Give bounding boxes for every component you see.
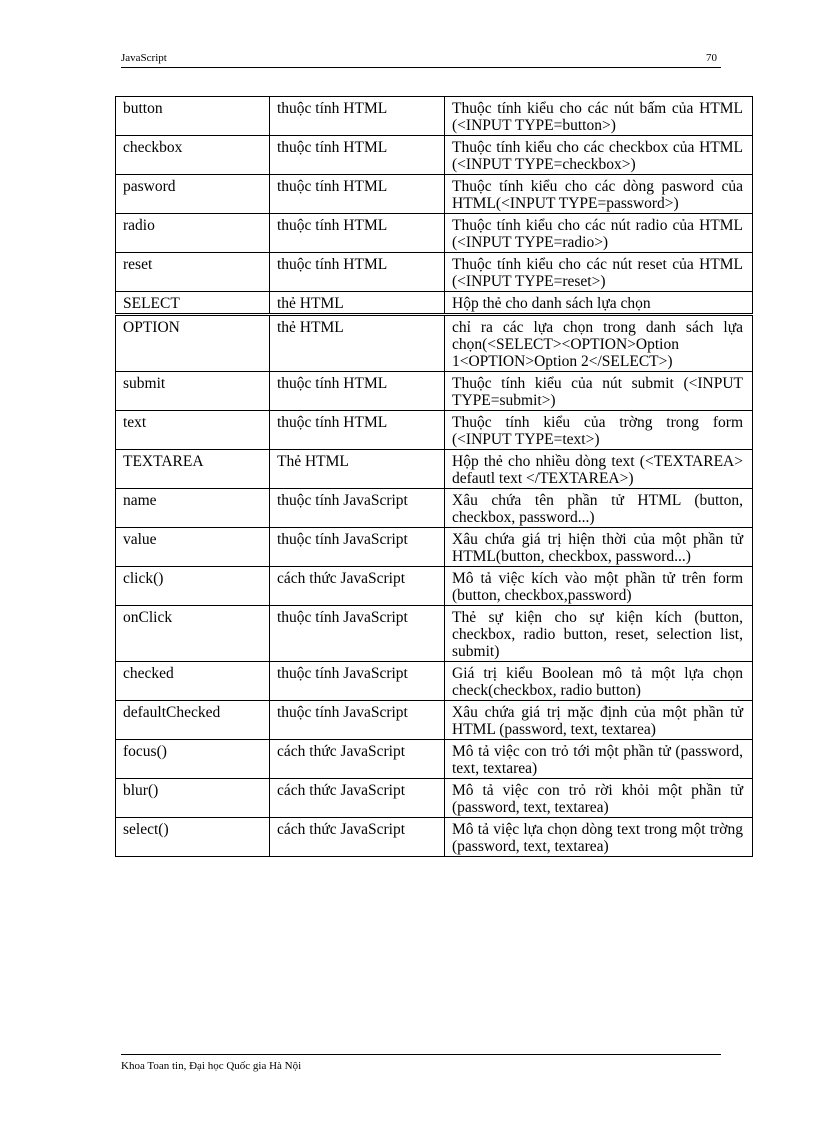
cell-description: Thuộc tính kiểu của trờng trong form (<INPUT TYPE=text>)	[445, 411, 753, 450]
cell-description: Giá trị kiểu Boolean mô tả một lựa chọn check(checkbox, radio button)	[445, 662, 753, 701]
table-row	[116, 214, 753, 253]
cell-description: Xâu chứa tên phần tử HTML (button, checkbox, password...)	[445, 489, 753, 528]
cell-name: value	[116, 528, 270, 567]
cell-name: defaultChecked	[116, 701, 270, 740]
table-row	[116, 292, 753, 315]
cell-name: radio	[116, 214, 270, 253]
cell-name: pasword	[116, 175, 270, 214]
cell-description: Xâu chứa giá trị hiện thời của một phần tử HTML(button, checkbox, password...)	[445, 528, 753, 567]
cell-name: submit	[116, 372, 270, 411]
table-row	[116, 450, 753, 489]
table-body	[116, 97, 753, 857]
cell-description: Mô tả việc lựa chọn dòng text trong một trờng (password, text, textarea)	[445, 818, 753, 857]
cell-name: onClick	[116, 606, 270, 662]
footer-text: Khoa Toan tin, Đại học Quốc gia Hà Nội	[121, 1060, 302, 1072]
cell-name: checked	[116, 662, 270, 701]
page-header	[121, 52, 721, 68]
cell-kind: thuộc tính HTML	[270, 136, 445, 175]
table-row	[116, 818, 753, 857]
table-row	[116, 701, 753, 740]
cell-name: reset	[116, 253, 270, 292]
cell-kind: thuộc tính HTML	[270, 411, 445, 450]
table-row	[116, 528, 753, 567]
cell-description: Hộp thẻ cho danh sách lựa chọn	[445, 292, 753, 315]
cell-description: Mô tả việc con trỏ rời khỏi một phần tử (password, text, textarea)	[445, 779, 753, 818]
cell-kind: Thẻ HTML	[270, 450, 445, 489]
page-footer	[121, 1054, 721, 1073]
cell-name: checkbox	[116, 136, 270, 175]
cell-kind: thuộc tính JavaScript	[270, 662, 445, 701]
table-row	[116, 567, 753, 606]
cell-kind: thuộc tính JavaScript	[270, 701, 445, 740]
cell-kind: thẻ HTML	[270, 292, 445, 315]
cell-kind: cách thức JavaScript	[270, 818, 445, 857]
cell-kind: cách thức JavaScript	[270, 779, 445, 818]
cell-name: text	[116, 411, 270, 450]
cell-description: Thuộc tính kiểu cho các nút radio của HTML (<INPUT TYPE=radio>)	[445, 214, 753, 253]
table-row	[116, 779, 753, 818]
cell-description: Thuộc tính kiểu cho các checkbox của HTML (<INPUT TYPE=checkbox>)	[445, 136, 753, 175]
header-title: JavaScript	[121, 52, 167, 64]
cell-kind: thuộc tính HTML	[270, 372, 445, 411]
cell-kind: thuộc tính HTML	[270, 253, 445, 292]
table-row	[116, 489, 753, 528]
cell-description: Hộp thẻ cho nhiều dòng text (<TEXTAREA> defautl text </TEXTAREA>)	[445, 450, 753, 489]
table-row	[116, 253, 753, 292]
table-row	[116, 662, 753, 701]
table-row	[116, 315, 753, 372]
table-row	[116, 136, 753, 175]
cell-name: button	[116, 97, 270, 136]
cell-description: chỉ ra các lựa chọn trong danh sách lựa chọn(<SELECT><OPTION>Option 1<OPTION>Option 2</SELECT>)	[445, 315, 753, 372]
cell-kind: thuộc tính JavaScript	[270, 528, 445, 567]
cell-name: focus()	[116, 740, 270, 779]
table-row	[116, 411, 753, 450]
cell-kind: thuộc tính JavaScript	[270, 489, 445, 528]
cell-name: TEXTAREA	[116, 450, 270, 489]
cell-kind: thẻ HTML	[270, 315, 445, 372]
cell-name: blur()	[116, 779, 270, 818]
cell-description: Xâu chứa giá trị mặc định của một phần tử HTML (password, text, textarea)	[445, 701, 753, 740]
cell-name: OPTION	[116, 315, 270, 372]
cell-name: name	[116, 489, 270, 528]
cell-kind: thuộc tính HTML	[270, 97, 445, 136]
page-number: 70	[706, 52, 717, 64]
table-row	[116, 175, 753, 214]
cell-kind: thuộc tính HTML	[270, 214, 445, 253]
cell-description: Thẻ sự kiện cho sự kiện kích (button, checkbox, radio button, reset, selection list, submit)	[445, 606, 753, 662]
cell-kind: thuộc tính HTML	[270, 175, 445, 214]
reference-table	[115, 96, 753, 857]
cell-name: select()	[116, 818, 270, 857]
cell-kind: thuộc tính JavaScript	[270, 606, 445, 662]
table-row	[116, 740, 753, 779]
cell-description: Thuộc tính kiểu cho các dòng pasword của HTML(<INPUT TYPE=password>)	[445, 175, 753, 214]
cell-description: Thuộc tính kiểu cho các nút reset của HTML (<INPUT TYPE=reset>)	[445, 253, 753, 292]
cell-kind: cách thức JavaScript	[270, 740, 445, 779]
cell-name: SELECT	[116, 292, 270, 315]
cell-kind: cách thức JavaScript	[270, 567, 445, 606]
cell-description: Thuộc tính kiểu của nút submit (<INPUT TYPE=submit>)	[445, 372, 753, 411]
table-row	[116, 606, 753, 662]
table-row	[116, 97, 753, 136]
table-row	[116, 372, 753, 411]
cell-name: click()	[116, 567, 270, 606]
cell-description: Mô tả việc con trỏ tới một phần tử (password, text, textarea)	[445, 740, 753, 779]
cell-description: Mô tả việc kích vào một phần tử trên form (button, checkbox,password)	[445, 567, 753, 606]
cell-description: Thuộc tính kiểu cho các nút bấm của HTML (<INPUT TYPE=button>)	[445, 97, 753, 136]
